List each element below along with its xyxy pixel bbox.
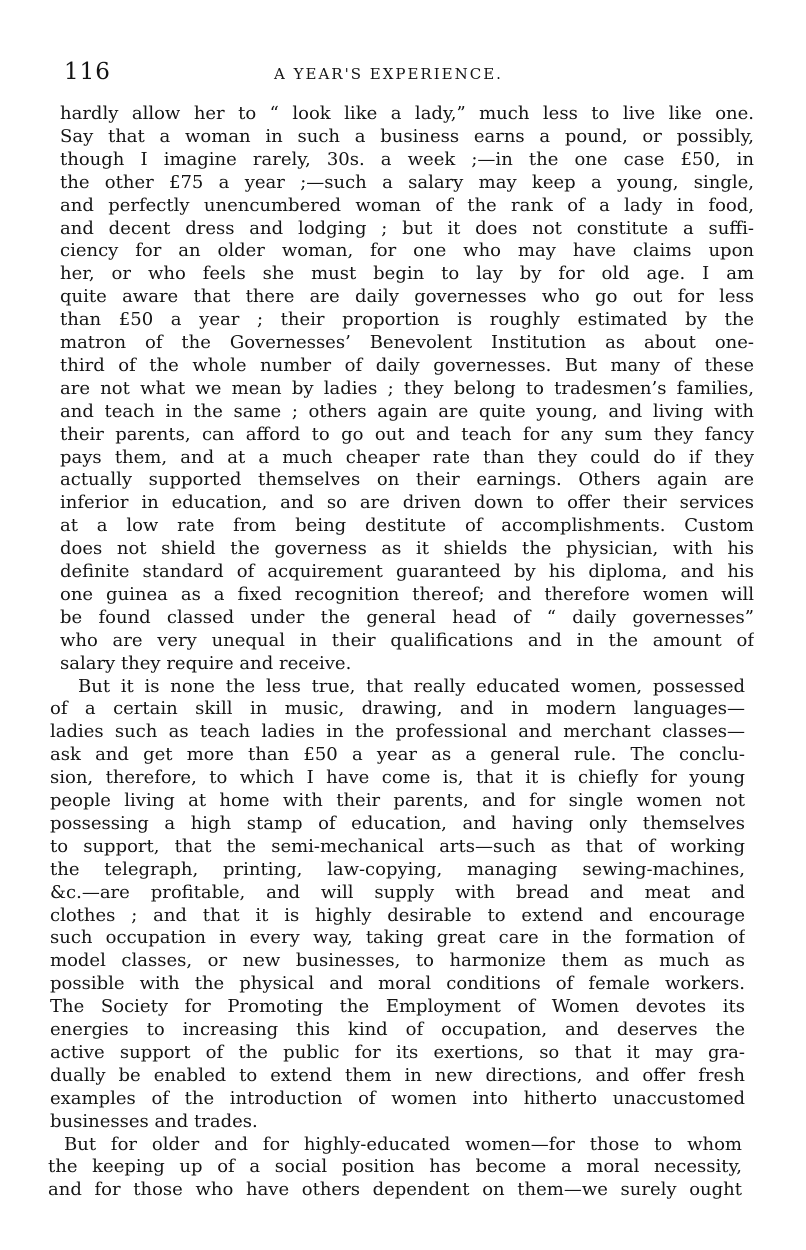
text-line: dually be enabled to extend them in new directions, and offer fresh — [50, 1065, 745, 1086]
text-line: The Society for Promoting the Employment of Women devotes its — [50, 996, 745, 1017]
text-line: the keeping up of a social position has become a moral necessity, — [48, 1156, 742, 1177]
text-line: matron of the Governesses’ Benevolent Institution as about one- — [60, 332, 754, 353]
text-line: active support of the public for its exertions, so that it may gra- — [50, 1042, 745, 1063]
text-line: inferior in education, and so are driven down to offer their services — [60, 492, 754, 513]
text-line: businesses and trades. — [50, 1111, 258, 1132]
text-line: of a certain skill in music, drawing, and in modern languages— — [50, 698, 745, 719]
text-line: who are very unequal in their qualifications and in the amount of — [60, 630, 754, 651]
text-line: to support, that the semi-mechanical arts—such as that of working — [50, 836, 745, 857]
text-line: her, or who feels she must begin to lay by for old age. I am — [60, 263, 754, 284]
text-line: ladies such as teach ladies in the professional and merchant classes— — [50, 721, 745, 742]
text-line: does not shield the governess as it shields the physician, with his — [60, 538, 754, 559]
text-line: model classes, or new businesses, to harmonize them as much as — [50, 950, 745, 971]
text-line: though I imagine rarely, 30s. a week ;—in the one case £50, in — [60, 149, 754, 170]
text-line: such occupation in every way, taking great care in the formation of — [50, 927, 745, 948]
text-line: &c.—are profitable, and will supply with bread and meat and — [50, 882, 745, 903]
text-line: people living at home with their parents, and for single women not — [50, 790, 745, 811]
text-line: But it is none the less true, that really educated women, possessed — [78, 676, 745, 697]
text-line: are not what we mean by ladies ; they belong to tradesmen’s families, — [60, 378, 754, 399]
text-line: Say that a woman in such a business earns a pound, or possibly, — [60, 126, 754, 147]
text-line: the other £75 a year ;—such a salary may keep a young, single, — [60, 172, 754, 193]
text-line: examples of the introduction of women into hitherto unaccustomed — [50, 1088, 745, 1109]
running-title: A YEAR'S EXPERIENCE. — [274, 65, 503, 83]
text-line: sion, therefore, to which I have come is, that it is chiefly for young — [50, 767, 745, 788]
text-line: definite standard of acquirement guaranteed by his diploma, and his — [60, 561, 754, 582]
text-line: possible with the physical and moral conditions of female workers. — [50, 973, 745, 994]
text-line: be found classed under the general head of “ daily governesses” — [60, 607, 754, 628]
text-line: hardly allow her to “ look like a lady,” much less to live like one. — [60, 103, 754, 124]
text-line: ask and get more than £50 a year as a general rule. The conclu- — [50, 744, 745, 765]
page-number: 116 — [64, 59, 111, 85]
text-line: pays them, and at a much cheaper rate than they could do if they — [60, 447, 754, 468]
text-line: salary they require and receive. — [60, 653, 352, 674]
text-line: one guinea as a fixed recognition thereof; and therefore women will — [60, 584, 754, 605]
text-line: clothes ; and that it is highly desirable to extend and encourage — [50, 905, 745, 926]
text-line: and teach in the same ; others again are quite young, and living with — [60, 401, 754, 422]
text-line: than £50 a year ; their proportion is roughly estimated by the — [60, 309, 754, 330]
text-line: third of the whole number of daily governesses. But many of these — [60, 355, 754, 376]
text-line: ciency for an older woman, for one who may have claims upon — [60, 240, 754, 261]
text-line: But for older and for highly-educated women—for those to whom — [64, 1134, 742, 1155]
text-line: energies to increasing this kind of occupation, and deserves the — [50, 1019, 745, 1040]
text-line: at a low rate from being destitute of accomplishments. Custom — [60, 515, 754, 536]
text-line: quite aware that there are daily governesses who go out for less — [60, 286, 754, 307]
text-line: and decent dress and lodging ; but it does not constitute a suffi- — [60, 218, 754, 239]
text-line: their parents, can afford to go out and teach for any sum they fancy — [60, 424, 754, 445]
text-line: the telegraph, printing, law-copying, managing sewing-machines, — [50, 859, 745, 880]
text-line: and perfectly unencumbered woman of the rank of a lady in food, — [60, 195, 754, 216]
text-line: actually supported themselves on their earnings. Others again are — [60, 469, 754, 490]
text-line: possessing a high stamp of education, and having only themselves — [50, 813, 745, 834]
running-head — [64, 58, 764, 86]
text-line: and for those who have others dependent on them—we surely ought — [48, 1179, 742, 1200]
